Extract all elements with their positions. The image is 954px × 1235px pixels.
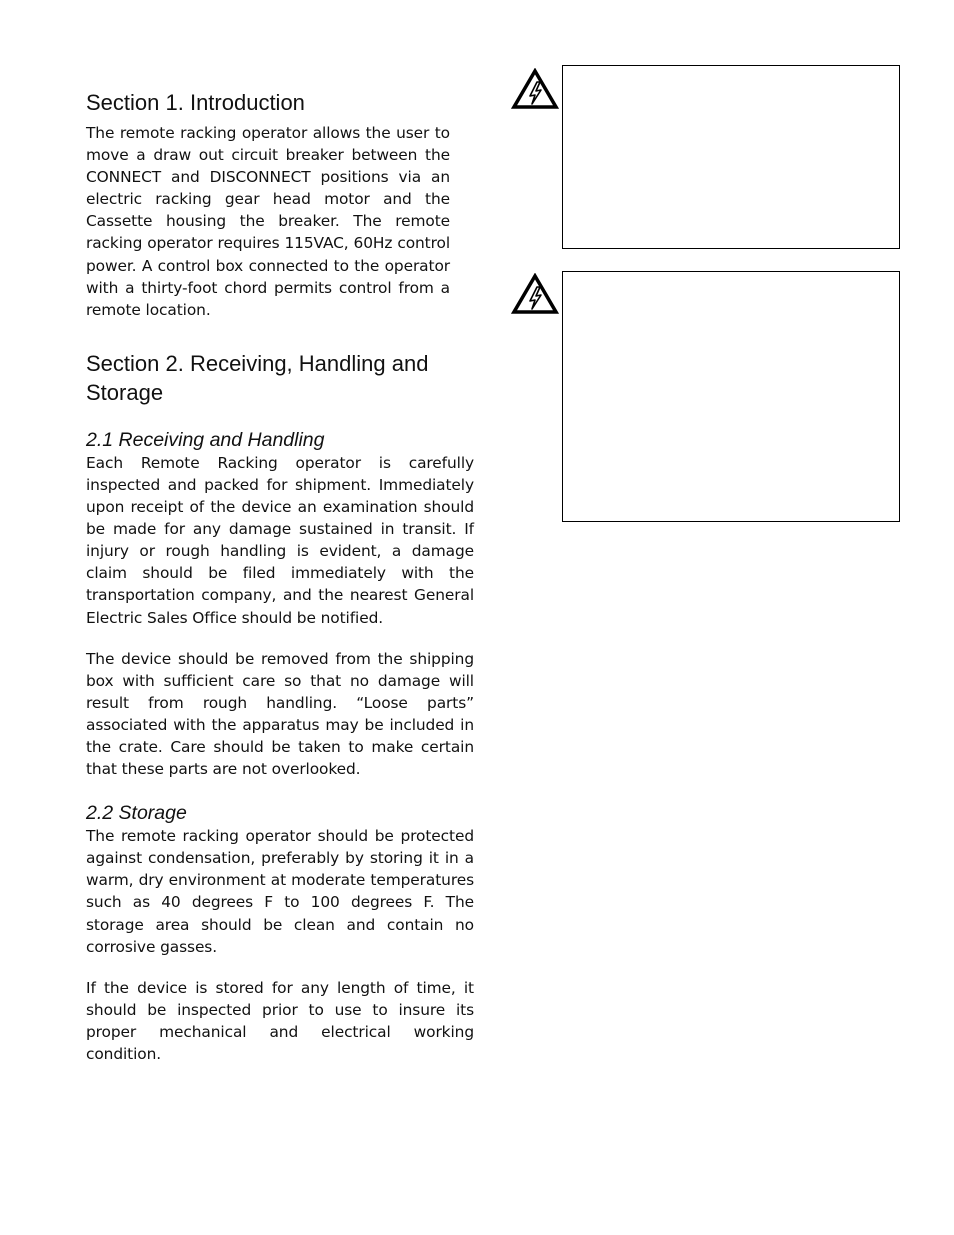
- section-2-1-title: 2.1 Receiving and Handling: [86, 428, 325, 451]
- section-2-title: Section 2. Receiving, Handling and Storage: [86, 350, 429, 405]
- left-column: [86, 86, 474, 1065]
- warning-box-1: [562, 65, 900, 249]
- section-2-2-paragraph-1: The remote racking operator should be protected against condensation, preferably by storing it in a warm, dry environment at moderate temperatures such as 40 degrees F to 100 degrees F. The storage area should be clean and contain no corrosive gasses.: [86, 827, 474, 956]
- section-2-1-paragraph-1: Each Remote Racking operator is carefully inspected and packed for shipment. Immediately upon receipt of the device an examination should be made for any damage sustained in transit. If injury or rough handling is evident, a damage claim should be filed immediately with the transportation company, and the nearest General Electric Sales Office should be notified.: [86, 453, 474, 627]
- section-2-2-paragraph-2: If the device is stored for any length of time, it should be inspected prior to use to insure its proper mechanical and electrical working condition.: [86, 978, 474, 1063]
- high-voltage-warning-icon: [511, 68, 559, 110]
- section-1-body: The remote racking operator allows the user to move a draw out circuit breaker between the CONNECT and DISCONNECT positions via an electric racking gear head motor and the Cassette housing the breaker. The remote racking operator requires 115VAC, 60Hz control power. A control box connected to the operator with a thirty-foot chord permits control from a remote location.: [86, 124, 450, 319]
- section-2-2-title: 2.2 Storage: [86, 802, 187, 825]
- section-2-1-paragraph-2: The device should be removed from the shipping box with sufficient care so that no damage will result from rough handling. “Loose parts” associated with the apparatus may be included in the crate. Care should be taken to make certain that these parts are not overlooked.: [86, 649, 474, 779]
- section-1-title: Section 1. Introduction: [86, 90, 305, 115]
- high-voltage-warning-icon: [511, 273, 559, 315]
- warning-box-2: [562, 271, 900, 522]
